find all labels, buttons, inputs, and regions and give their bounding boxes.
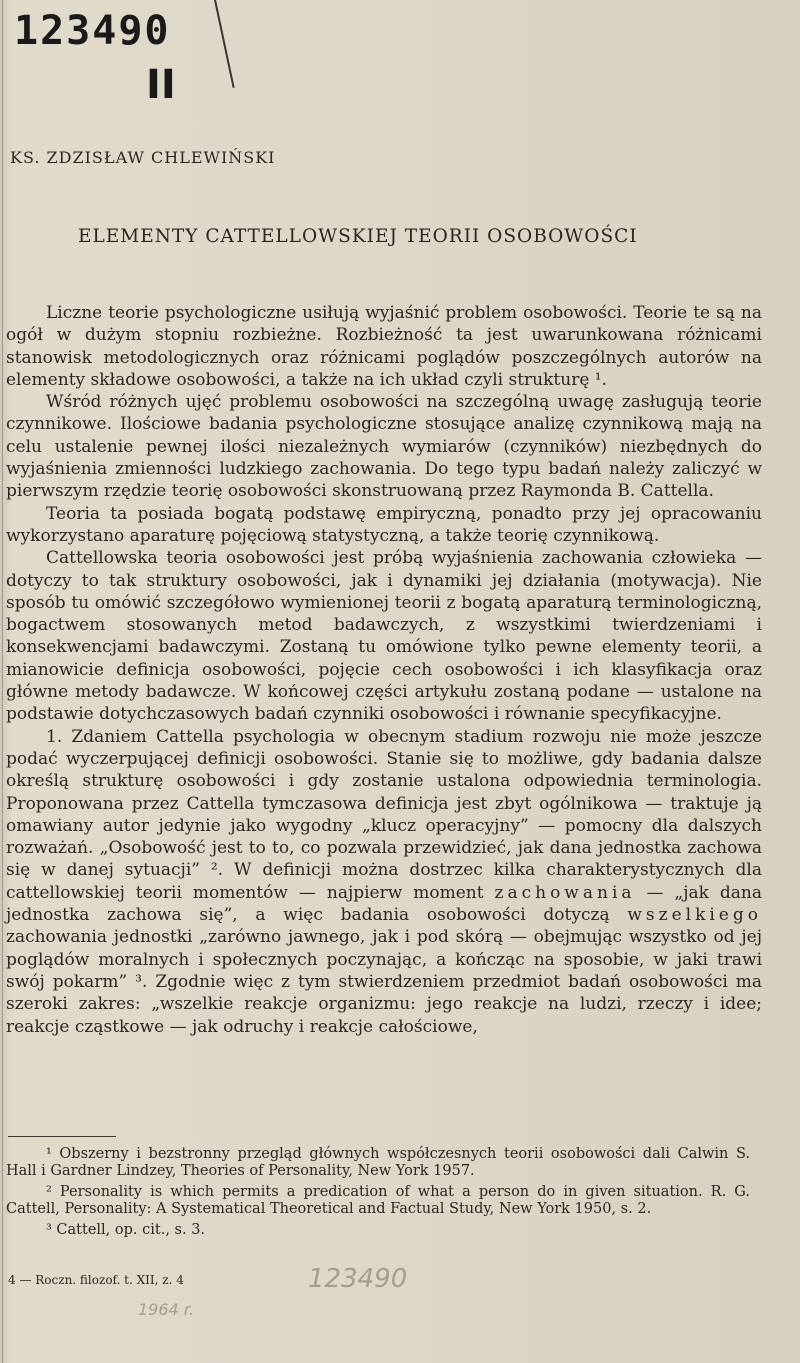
journal-reference: 4 — Roczn. filozof. t. XII, z. 4 — [8, 1273, 184, 1287]
footnote: ² Personality is which permits a predication of what a person do in given situation. R. G. Cattell, Personality: A Systematical Theoretical and Factual Study, New York 1950, s. 2. — [6, 1184, 750, 1217]
author-name: KS. ZDZISŁAW CHLEWIŃSKI — [10, 148, 276, 167]
accession-number: 123490 — [14, 8, 171, 54]
emphasized-term: wszelkiego — [627, 905, 762, 926]
paragraph: Liczne teorie psychologiczne usiłują wyjaśnić problem osobowości. Teorie te są na ogół w dużym stopniu rozbieżne. Rozbieżność ta jest uwarunkowana różnicami stanowisk metodologicznych oraz różnicami poglądów poszczególnych autorów na elementy składowe osobowości, a także na ich układ czyli strukturę ¹. — [6, 303, 762, 390]
paragraph — [6, 726, 762, 1038]
paragraph: Cattellowska teoria osobowości jest próbą wyjaśnienia zachowania człowieka — dotyczy to tak struktury osobowości, jak i dynamiki jej działania (motywacja). Nie sposób tu omówić szczegółowo wymienionej teorii z bogatą aparaturą terminologiczną, bogactwem stosowanych metod badawczych, z wszystkimi twierdzeniami i konsekwencjami badawczymi. Zostaną tu omówione tylko pewne elementy teorii, a mianowicie definicja osobowości, pojęcie cech osobowości i ich klasyfikacja oraz główne metody badawcze. W końcowej części artykułu zostaną podane — ustalone na podstawie dotychczasowych badań czynniki osobowości i równanie specyfikacyjne. — [6, 548, 762, 725]
article-title: ELEMENTY CATTELLOWSKIEJ TEORII OSOBOWOŚCI — [78, 226, 638, 247]
pen-mark — [214, 0, 235, 88]
pencil-date-note: 1964 r. — [138, 1300, 194, 1319]
footnote: ³ Cattell, op. cit., s. 3. — [46, 1222, 206, 1238]
volume-mark: II — [146, 62, 176, 108]
paragraph-text: zachowania jednostki „zarówno jawnego, jak i pod skórą — obejmując wszystko od jej poglądów moralnych i społecznych poczynając, a kończąc na sposobie, w jaki trawi swój pokarm” ³. Zgodnie więc z tym stwierdzeniem przedmiot badań osobowości ma szeroki zakres: „wszelkie reakcje organizmu: jego reakcje na ludzi, rzeczy i idee; reakcje cząstkowe — jak odruchy i reakcje całościowe, — [6, 927, 762, 1037]
paragraph-text: 1. Zdaniem Cattella psychologia w obecnym stadium rozwoju nie może jeszcze podać wyczerpującej definicji osobowości. Stanie się to możliwe, gdy badania dalsze określą strukturę osobowości i gdy zostanie ustalona odpowiednia terminologia. Proponowana przez Cattella tymczasowa definicja jest zbyt ogólnikowa — traktuje ją omawiany autor jedynie jako wygodny „klucz operacyjny” — pomocny dla dalszych rozważań. „Osobowość jest to to, co pozwala przewidzieć, jak dana jednostka zachowa się w danej sytuacji” ². W definicji można dostrzec kilka charakterystycznych dla cattellowskiej teorii momentów — najpierw moment — [6, 726, 762, 903]
footnotes — [6, 1146, 750, 1243]
footnote: ¹ Obszerny i bezstronny przegląd głównych współczesnych teorii osobowości dali Calwin S. Hall i Gardner Lindzey, Theories of Personality, New York 1957. — [6, 1146, 750, 1179]
paragraph-text: — „jak dana jednostka zachowa się”, a więc badania osobowości dotyczą — [6, 882, 763, 926]
pencil-number-note: 123490 — [308, 1264, 408, 1294]
footnote-separator — [8, 1136, 116, 1137]
paragraph: Wśród różnych ujęć problemu osobowości na szczególną uwagę zasługują teorie czynnikowe. Ilościowe badania psychologiczne stosujące analizę czynnikową mają na celu ustalenie pewnej ilości niezależnych wymiarów (czynników) niezbędnych do wyjaśnienia zmienności ludzkiego zachowania. Do tego typu badań należy zaliczyć w pierwszym rzędzie teorię osobowości skonstruowaną przez Raymonda B. Cattella. — [6, 392, 762, 502]
paragraph: Teoria ta posiada bogatą podstawę empiryczną, ponadto przy jej opracowaniu wykorzystano aparaturę pojęciową statystyczną, a także teorię czynnikową. — [6, 503, 762, 546]
article-body — [6, 302, 762, 1038]
emphasized-term: zachowania — [494, 882, 636, 903]
page-spine-edge — [2, 0, 3, 1363]
